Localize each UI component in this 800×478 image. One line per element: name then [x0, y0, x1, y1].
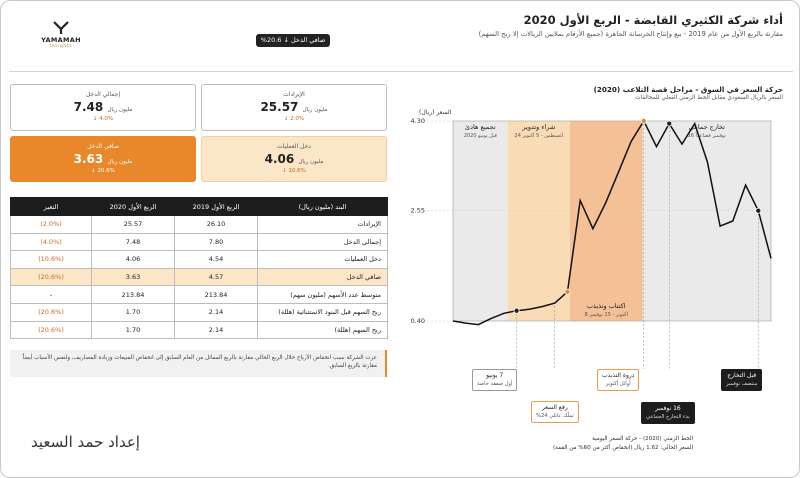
- y-axis-label: السعر (ريال): [419, 109, 452, 116]
- table-row: [11, 286, 388, 304]
- cell-q1-2019: 26.10: [175, 216, 258, 234]
- annotation-exit-start: 16 نوفمبر بدء التخارج الجماعي: [641, 402, 695, 424]
- annotation-price-raise: رفع السعر تملّك عائلي 24%: [531, 401, 579, 423]
- chart-footer: [553, 435, 693, 453]
- phase-band-accumulation: [453, 121, 508, 321]
- cell-change: (20.6%): [11, 303, 92, 321]
- cell-q1-2020: 4.06: [92, 251, 175, 269]
- kpi-value: مليون ريال 3.63: [73, 152, 133, 166]
- chart-footer-line: الخط الزمني (2020) - حركة السعر اليومية: [592, 436, 693, 442]
- kpi-label: صافي الدخل: [87, 143, 119, 150]
- chart-title: حركة السعر في السوق - مراحل قصة التلاعب (2020): [593, 85, 783, 94]
- kpi-card-revenue: [201, 84, 387, 131]
- cell-q1-2020: 1.70: [92, 321, 175, 339]
- phase-sublabel: 8 أكتوبر - 15 نوفمبر: [584, 312, 628, 318]
- cell-q1-2019: 2.14: [175, 321, 258, 339]
- kpi-card-gross-income: [10, 84, 196, 131]
- page-subtitle: مقارنة بالربع الأول من عام 2019 - بيع وإنتاج الخرسانة الجاهزة (جميع الأرقام بملايين الريالات إلا ربح السهم): [478, 30, 783, 38]
- phase-sublabel: 24 أغسطس - 5 أكتوبر: [514, 133, 564, 139]
- phase-label: شراء وتدوير: [522, 123, 556, 131]
- phase-band-buy-rotate: [508, 121, 570, 321]
- cell-item: ربح السهم قبل البنود الاستثنائية (هللة): [258, 303, 388, 321]
- price-point-marker: [514, 308, 519, 313]
- cell-item: متوسط عدد الأسهم (مليون سهم): [258, 286, 388, 304]
- table-row-highlight: [11, 268, 388, 286]
- table-row: [11, 303, 388, 321]
- kpi-change: 20.6% ↓: [91, 168, 115, 174]
- y-tick-label: 4.30: [410, 117, 425, 125]
- cell-q1-2019: 4.57: [175, 268, 258, 286]
- col-header-q1-2019: الربع الأول 2019: [175, 198, 258, 216]
- author-signature: إعداد حمد السعيد: [31, 433, 140, 451]
- cell-q1-2019: 2.14: [175, 303, 258, 321]
- kpi-label: إجمالي الدخل: [85, 91, 121, 98]
- table-row: [11, 233, 388, 251]
- y-tick-label: 2.55: [410, 206, 425, 215]
- cell-change: (20.6%): [11, 268, 92, 286]
- kpi-card-operating-income: [201, 136, 387, 182]
- header-divider: [9, 71, 793, 72]
- phase-sublabel: قبل يونيو 2020: [463, 133, 497, 139]
- cell-q1-2020: 1.70: [92, 303, 175, 321]
- table-row: [11, 251, 388, 269]
- price-point-marker: [565, 289, 570, 294]
- kpi-value: مليون ريال 7.48: [73, 100, 133, 114]
- kpi-value: مليون ريال 25.57: [260, 100, 328, 114]
- net-income-badge: صافي الدخل ↓ 20.6%: [256, 34, 330, 47]
- logo-mark-icon: [52, 21, 70, 35]
- price-point-marker: [641, 118, 646, 123]
- logo-tagline: Insights: [49, 44, 73, 49]
- cell-q1-2020: 7.48: [92, 233, 175, 251]
- price-chart: [401, 101, 793, 401]
- cell-item: دخل العمليات: [258, 251, 388, 269]
- cell-q1-2020: 213.84: [92, 286, 175, 304]
- kpi-change: 2.0% ↓: [283, 116, 305, 122]
- cell-q1-2020: 3.63: [92, 268, 175, 286]
- kpi-change: 4.0% ↓: [92, 116, 114, 122]
- phase-band-exit: [643, 121, 771, 321]
- cell-change: (10.6%): [11, 251, 92, 269]
- cell-item: الإيرادات: [258, 216, 388, 234]
- price-point-marker: [756, 208, 761, 213]
- col-header-change: التغير: [11, 198, 92, 216]
- kpi-change: 10.6% ↓: [282, 168, 306, 174]
- annotation-pre-exit: قبل التخارج منتصف نوفمبر: [721, 369, 762, 391]
- table-header-row: [11, 198, 388, 216]
- table-row: [11, 216, 388, 234]
- cell-q1-2019: 213.84: [175, 286, 258, 304]
- phase-label: تجميع هادئ: [465, 123, 496, 131]
- phase-band-ipo: [570, 121, 643, 321]
- price-point-marker: [667, 121, 672, 126]
- annotation-volatility-peak: ذروة التذبذب أوائل أكتوبر: [597, 369, 639, 391]
- cell-change: (4.0%): [11, 233, 92, 251]
- cell-change: (20.6%): [11, 321, 92, 339]
- kpi-card-net-income: [10, 136, 196, 182]
- table-row: [11, 321, 388, 339]
- y-tick-label: 0.40: [410, 317, 425, 325]
- logo-text: YAMAMAH: [41, 36, 81, 44]
- col-header-q1-2020: الربع الأول 2020: [92, 198, 175, 216]
- phase-label: تخارج جماعي: [688, 123, 725, 131]
- col-header-item: البند (مليون ريال): [258, 198, 388, 216]
- cell-item: صافي الدخل: [258, 268, 388, 286]
- annotation-first-deal: 7 يونيو أول صفقة خاصة: [472, 369, 517, 391]
- yamamah-logo: [31, 21, 91, 49]
- phase-label: اكتتاب وتذبذب: [586, 302, 626, 310]
- phase-sublabel: 16 نوفمبر فصاعداً: [687, 133, 726, 139]
- cell-q1-2019: 4.54: [175, 251, 258, 269]
- financials-table: [10, 197, 388, 339]
- kpi-value: مليون ريال 4.06: [264, 152, 324, 166]
- chart-footer-line: السعر الحالي: 1.62 ريال (انخفاض أكثر من 60% من القمة): [552, 445, 693, 451]
- kpi-label: دخل العمليات: [277, 143, 311, 150]
- chart-subtitle: السعر بالريال السعودي مقابل الخط الزمني الفعلي للمخالفات: [635, 95, 783, 101]
- cell-q1-2019: 7.80: [175, 233, 258, 251]
- cell-q1-2020: 25.57: [92, 216, 175, 234]
- cell-item: ربح السهم (هللة): [258, 321, 388, 339]
- analysis-note: عزت الشركة سبب انخفاض الأرباح خلال الربع الحالي مقارنة بالربع المماثل من العام السابق إلى انخفاض المبيعات وزيادة المصاريف، ولنفس الأسباب أيضاً مقارنة بالربع السابق.: [10, 350, 387, 377]
- cell-change: (2.0%): [11, 216, 92, 234]
- cell-item: إجمالي الدخل: [258, 233, 388, 251]
- cell-change: -: [11, 286, 92, 304]
- page-title: أداء شركة الكثيري القابضة - الربع الأول 2020: [523, 13, 783, 27]
- kpi-label: الإيرادات: [283, 91, 305, 98]
